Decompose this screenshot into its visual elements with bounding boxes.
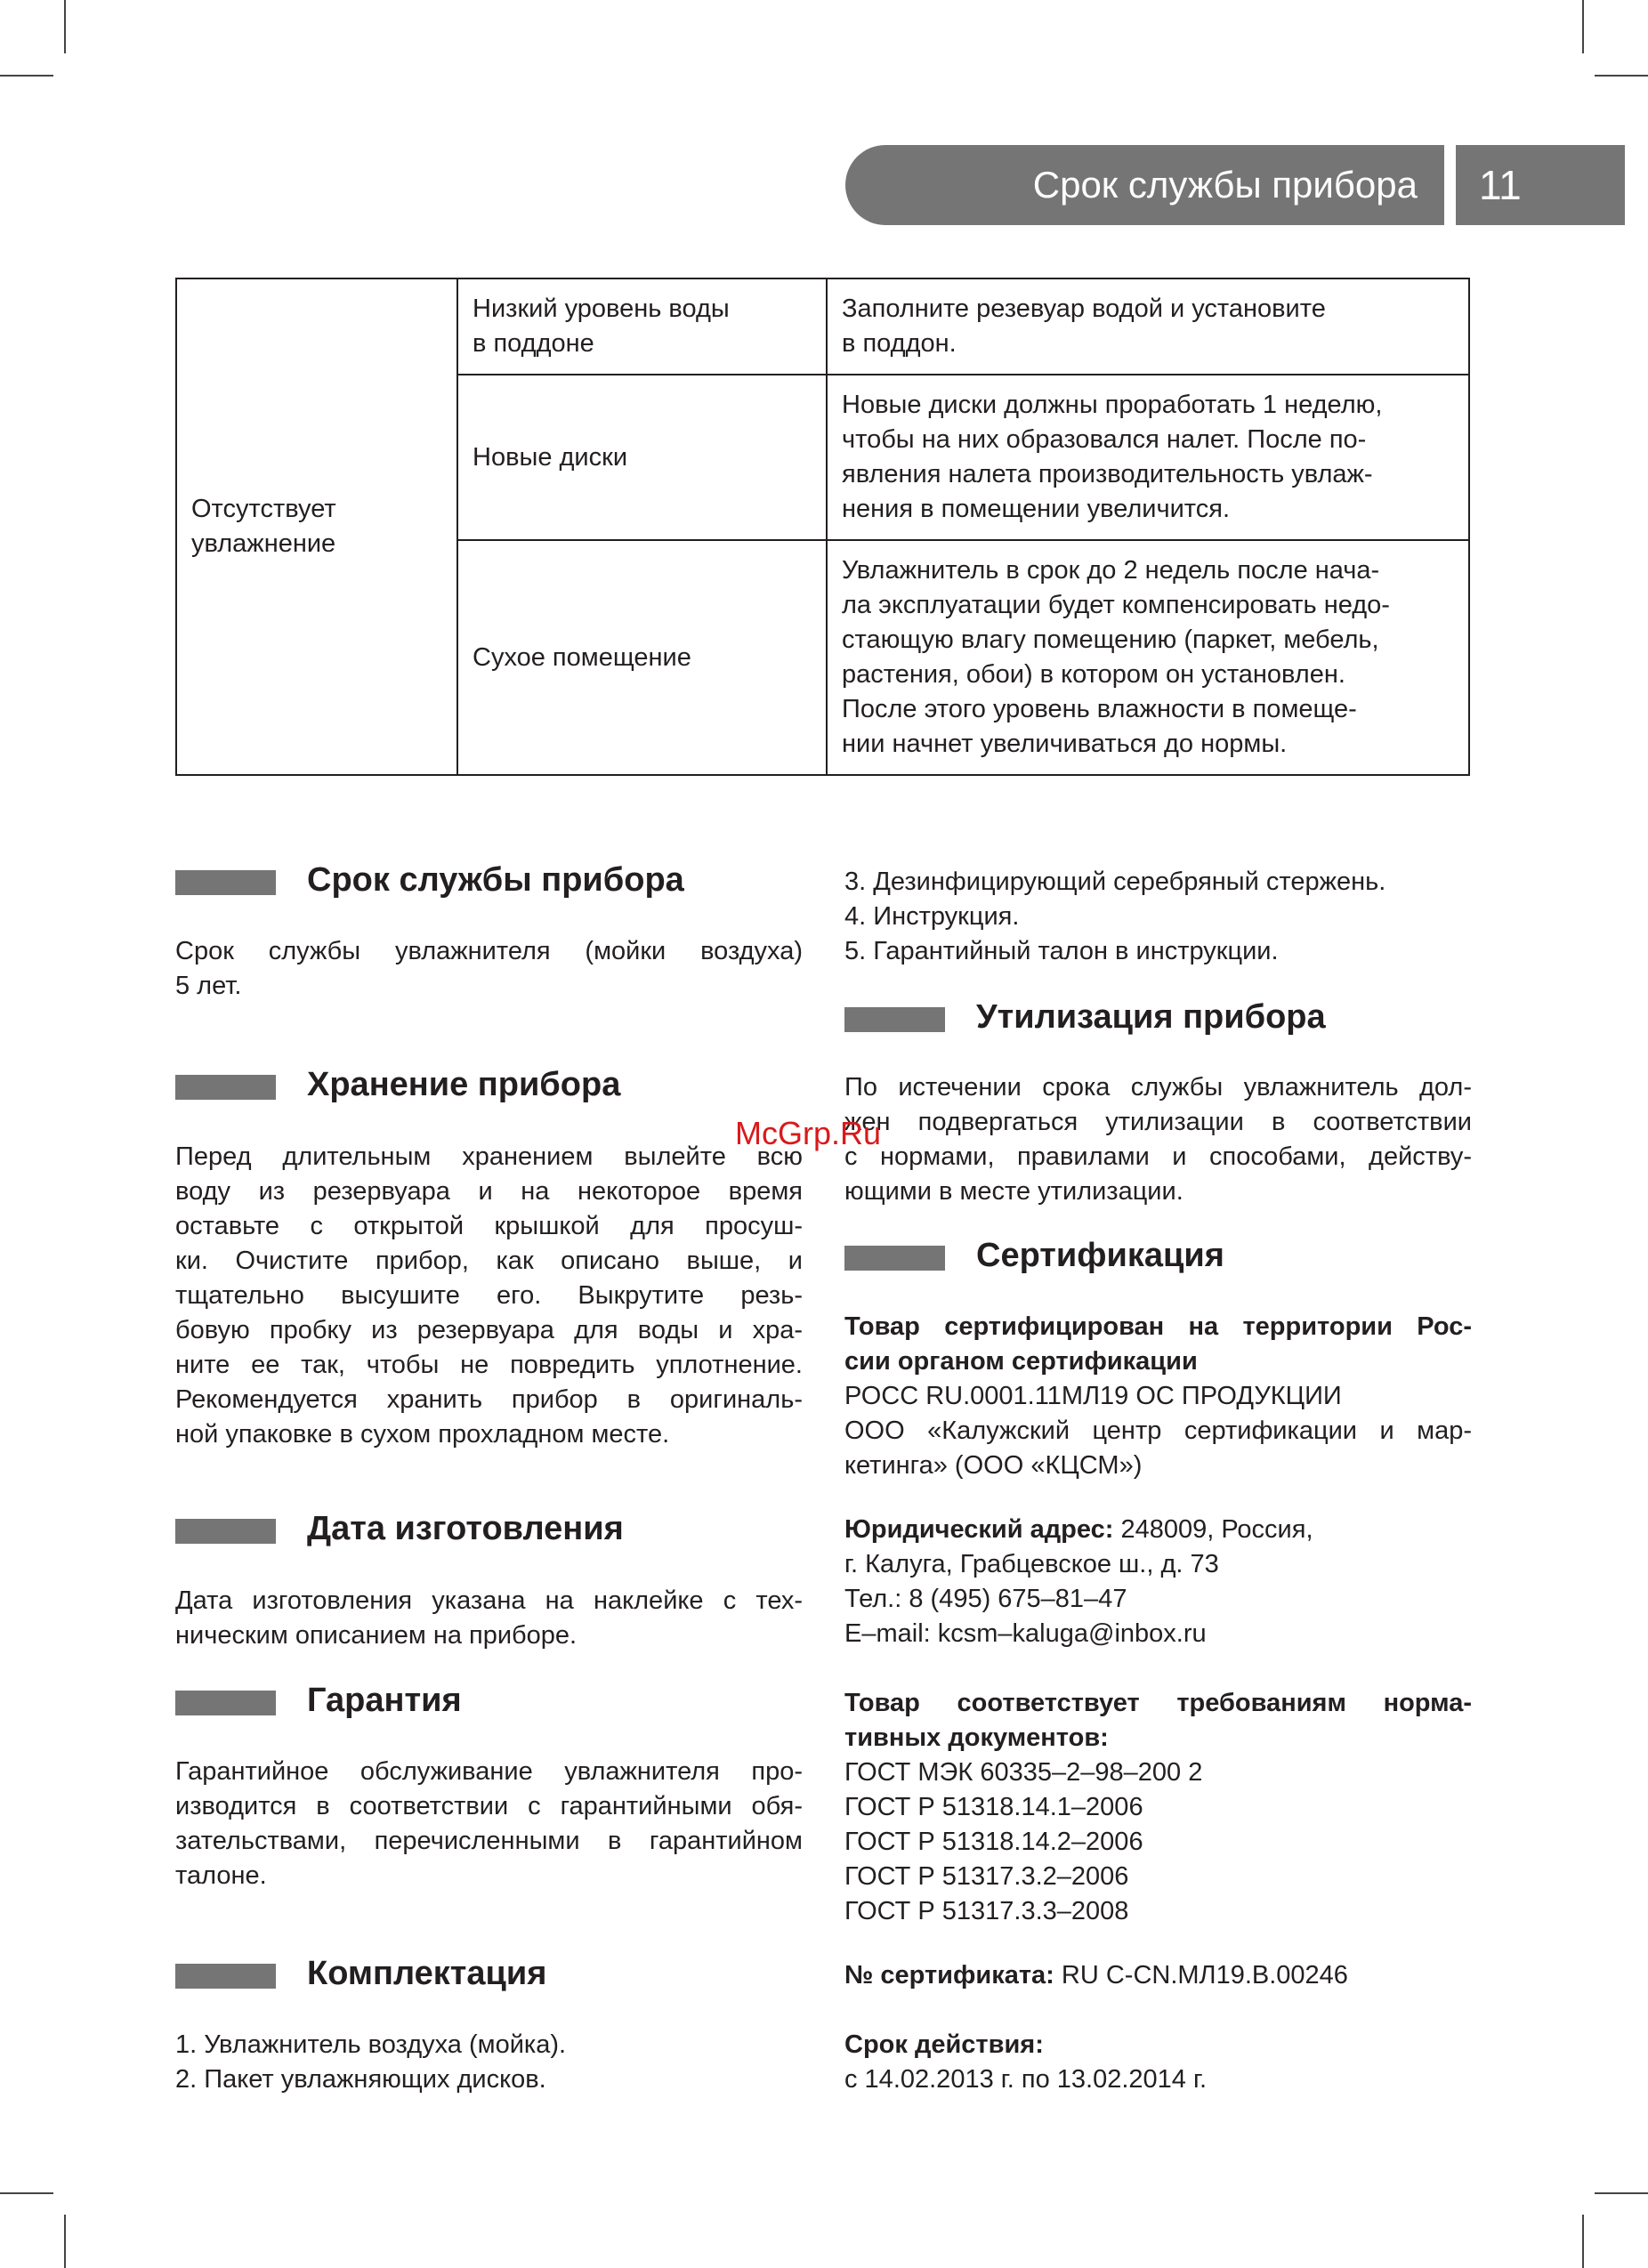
heading-bar	[175, 870, 276, 895]
text-line: г. Калуга, Грабцевское ш., д. 73	[844, 1550, 1219, 1578]
solution-line: Заполните резевуар водой и установите	[842, 295, 1326, 323]
solution-cell	[827, 375, 1469, 540]
section-title: Хранение прибора	[307, 1066, 621, 1103]
text-line: талоне.	[175, 1861, 267, 1890]
text-line: Товар соответствует требованиям норма-	[844, 1689, 1472, 1717]
text-line: оставьте с открытой крышкой для просуш-	[175, 1212, 803, 1240]
text-line: Товар сертифицирован на территории Рос-	[844, 1312, 1472, 1341]
header-title: Срок службы прибора	[1032, 164, 1418, 206]
solution-line: явления налета производительность увлаж-	[842, 460, 1373, 488]
heading-bar	[175, 1519, 276, 1544]
problem-text: Отсутствует увлажнение	[191, 495, 336, 558]
certificate-label: № сертификата:	[844, 1961, 1054, 1990]
crop-mark	[1582, 0, 1584, 53]
solution-line: стающую влагу помещению (паркет, мебель,	[842, 626, 1379, 654]
certificate-value: RU C-CN.МЛ19.В.00246	[1054, 1961, 1348, 1990]
text-line: Перед длительным хранением вылейте всю	[175, 1142, 803, 1171]
crop-mark	[64, 2215, 66, 2268]
text-line: тщательно высушите его. Выкрутите резь-	[175, 1281, 803, 1310]
text-line: Гарантийное обслуживание увлажнителя про-	[175, 1757, 803, 1786]
certificate-number	[844, 1958, 1472, 1993]
service-life-text	[175, 934, 803, 1004]
text-line: ните ее так, чтобы не повредить уплотнение.	[175, 1351, 803, 1379]
certificate-line	[844, 1958, 1472, 1993]
disposal-text	[844, 1070, 1472, 1209]
crop-mark	[1582, 2215, 1584, 2268]
certification-standards	[844, 1686, 1472, 1929]
certification-intro	[844, 1310, 1472, 1483]
text-line: Тел.: 8 (495) 675–81–47	[844, 1585, 1127, 1613]
solution-cell	[827, 540, 1469, 775]
text-line: ООО «Калужский центр сертификации и мар-	[844, 1416, 1472, 1445]
crop-mark	[64, 0, 66, 53]
address-label: Юридический адрес:	[844, 1515, 1114, 1544]
warranty-text	[175, 1755, 803, 1893]
page-number-box	[1456, 145, 1625, 225]
text-line: воду из резервуара и на некоторое время	[175, 1177, 803, 1206]
package-list-left	[175, 2028, 803, 2097]
storage-text	[175, 1140, 803, 1452]
text-line: тивных документов:	[844, 1723, 1109, 1752]
cause-line: Низкий уровень воды	[473, 295, 730, 323]
certificate-validity	[844, 2028, 1472, 2097]
address-first-line	[844, 1513, 1472, 1547]
text-line: ной упаковке в сухом прохладном месте.	[175, 1420, 670, 1449]
cause-line: в поддоне	[473, 329, 594, 358]
validity-value: с 14.02.2013 г. по 13.02.2014 г.	[844, 2065, 1208, 2094]
validity-label: Срок действия:	[844, 2030, 1044, 2059]
text-line: жен подвергаться утилизации в соответствии	[844, 1108, 1472, 1136]
heading-bar	[844, 1246, 945, 1271]
standard-item: ГОСТ Р 51318.14.1–2006	[844, 1793, 1143, 1821]
page-number: 11	[1479, 162, 1522, 208]
cause-line: Сухое помещение	[473, 642, 691, 672]
text-line: Рекомендуется хранить прибор в оригиналь-	[175, 1385, 803, 1414]
text-line: зательствами, перечисленными в гарантийном	[175, 1827, 803, 1855]
crop-mark	[0, 75, 53, 77]
text-line: E–mail: kcsm–kaluga@inbox.ru	[844, 1619, 1207, 1648]
solution-line: После этого уровень влажности в помеще-	[842, 695, 1357, 723]
text-line: По истечении срока службы увлажнитель дол-	[844, 1073, 1472, 1102]
list-item: 5. Гарантийный талон в инструкции.	[844, 937, 1279, 965]
text-line: РОСС RU.0001.11МЛ19 ОС ПРОДУКЦИИ	[844, 1382, 1342, 1410]
cause-cell	[457, 375, 827, 540]
solution-line: Увлажнитель в срок до 2 недель после нача-	[842, 556, 1380, 585]
solution-line: в поддон.	[842, 329, 957, 358]
text-line: бовую пробку из резервуара для воды и хра-	[175, 1316, 803, 1344]
solution-line: чтобы на них образовался налет. После по-	[842, 425, 1367, 454]
problem-cell	[176, 278, 457, 775]
manufacture-date-text	[175, 1584, 803, 1653]
cause-cell	[457, 278, 827, 375]
troubleshooting-table	[175, 278, 1470, 776]
section-title: Утилизация прибора	[976, 998, 1326, 1036]
standard-item: ГОСТ Р 51317.3.2–2006	[844, 1862, 1129, 1891]
text-line: ническим описанием на приборе.	[175, 1621, 578, 1650]
address-value: 248009, Россия,	[1113, 1515, 1313, 1544]
solution-line: Новые диски должны проработать 1 неделю,	[842, 391, 1383, 419]
header-bar	[845, 145, 1444, 225]
text-line: ющими в месте утилизации.	[844, 1177, 1183, 1206]
text-line: ки. Очистите прибор, как описано выше, и	[175, 1247, 803, 1275]
cause-cell	[457, 540, 827, 775]
text-line: Дата изготовления указана на наклейке с тех-	[175, 1586, 803, 1615]
solution-line: растения, обои) в котором он установлен.	[842, 660, 1345, 689]
list-item: 1. Увлажнитель воздуха (мойка).	[175, 2030, 567, 2059]
watermark-link[interactable]: McGrp.Ru	[735, 1115, 882, 1151]
section-title: Гарантия	[307, 1682, 462, 1719]
solution-line: нии начнет увеличиваться до нормы.	[842, 730, 1288, 758]
standard-item: ГОСТ Р 51318.14.2–2006	[844, 1828, 1143, 1856]
list-item: 2. Пакет увлажняющих дисков.	[175, 2065, 546, 2094]
package-list-right	[844, 865, 1472, 969]
cause-line: Новые диски	[473, 442, 628, 472]
solution-line: ла эксплуатации будет компенсировать недо-	[842, 591, 1390, 619]
crop-mark	[1595, 75, 1648, 77]
crop-mark	[0, 2192, 53, 2194]
section-title: Сертификация	[976, 1237, 1224, 1274]
crop-mark	[1595, 2192, 1648, 2194]
text-line: с нормами, правилами и способами, действу-	[844, 1142, 1472, 1171]
heading-bar	[175, 1964, 276, 1989]
certification-address	[844, 1513, 1472, 1651]
list-item: 3. Дезинфицирующий серебряный стержень.	[844, 868, 1386, 896]
standard-item: ГОСТ МЭК 60335–2–98–200 2	[844, 1758, 1203, 1787]
list-item: 4. Инструкция.	[844, 902, 1020, 931]
text-line: сии органом сертификации	[844, 1347, 1198, 1376]
text-line: изводится в соответствии с гарантийными обя-	[175, 1792, 803, 1820]
standard-item: ГОСТ Р 51317.3.3–2008	[844, 1897, 1129, 1925]
section-title: Срок службы прибора	[307, 861, 684, 899]
solution-line: нения в помещении увеличится.	[842, 495, 1231, 523]
text-line: кетинга» (ООО «КЦСМ»)	[844, 1451, 1143, 1480]
solution-cell	[827, 278, 1469, 375]
section-title: Комплектация	[307, 1955, 547, 1992]
heading-bar	[175, 1075, 276, 1100]
text-line: Срок службы увлажнителя (мойки воздуха)	[175, 937, 803, 965]
section-title: Дата изготовления	[307, 1510, 624, 1547]
heading-bar	[844, 1007, 945, 1032]
table-row	[176, 278, 1469, 375]
text-line: 5 лет.	[175, 972, 242, 1000]
heading-bar	[175, 1691, 276, 1715]
